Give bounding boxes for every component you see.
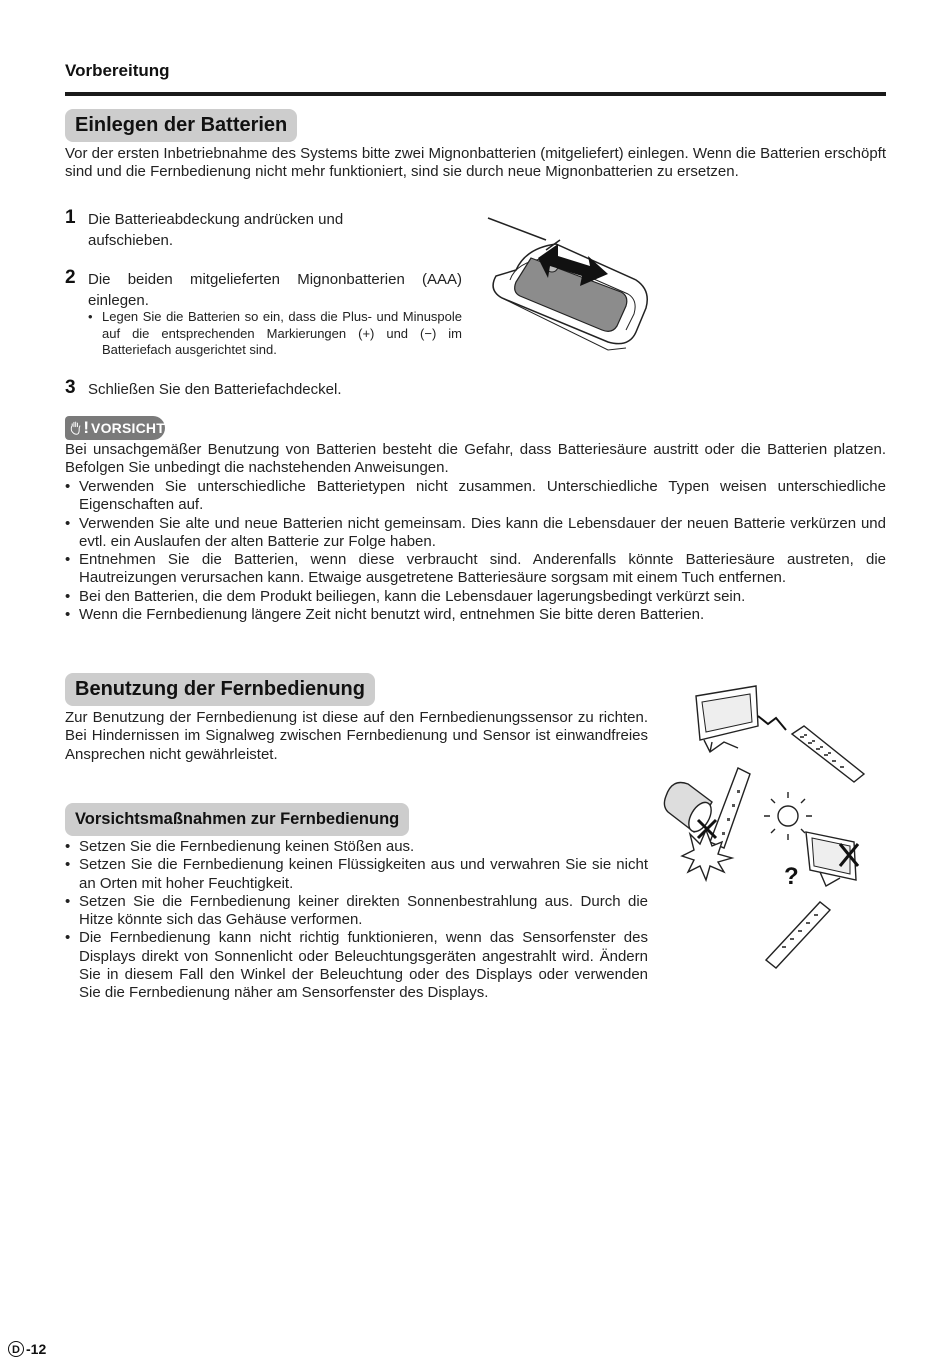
caution-item: • Verwenden Sie unterschiedliche Batterietypen nicht zusammen. Unterschiedliche Typen weisen unterschiedliche Eigenschaften auf. [65, 478, 886, 515]
caution-badge-label: VORSICHT [91, 420, 165, 436]
caution-item: • Entnehmen Sie die Batterien, wenn diese verbraucht sind. Anderenfalls könnte Batteriesäure austreten, die Hautreizungen verursachen kann. Etwaige ausgetretene Batteriesäure sorgsam mit einem Tuch entfernen. [65, 551, 886, 588]
page-number-text: -12 [26, 1341, 47, 1357]
question-mark-icon: ? [784, 863, 799, 890]
page-letter-circle: D [8, 1341, 24, 1357]
page-number [8, 1341, 46, 1357]
hand-warning-icon [68, 417, 83, 439]
batteries-heading: Einlegen der Batterien [65, 109, 297, 142]
caution-list [65, 478, 886, 624]
precautions-illustration [660, 762, 875, 977]
caution-item: • Wenn die Fernbedienung längere Zeit nicht benutzt wird, entnehmen Sie bitte deren Batterien. [65, 606, 886, 624]
precautions-heading: Vorsichtsmaßnahmen zur Fernbedienung [65, 803, 409, 836]
step-2-bullet: • Legen Sie die Batterien so ein, dass die Plus- und Minuspole auf die entsprechenden Markierungen (+) und (−) im Batteriefach ausgerichtet sind. [88, 309, 462, 359]
battery-cover-illustration [486, 210, 656, 360]
precaution-item: • Setzen Sie die Fernbedienung keinen Flüssigkeiten aus und verwahren Sie sie nicht an Orten mit hoher Feuchtigkeit. [65, 856, 648, 893]
section-label: Vorbereitung [65, 61, 170, 80]
batteries-intro: Vor der ersten Inbetriebnahme des Systems bitte zwei Mignonbatterien (mitgeliefert) einlegen. Wenn die Batterien erschöpft sind und die Fernbedienung nicht mehr funktioniert, sind sie durch neue Mignonbatterien zu ersetzen. [65, 145, 886, 181]
step-3-text: Schließen Sie den Batteriefachdeckel. [88, 381, 342, 398]
step-2-bullet-list [88, 309, 462, 359]
precaution-item: • Setzen Sie die Fernbedienung keinen Stößen aus. [65, 838, 648, 856]
precaution-item: • Die Fernbedienung kann nicht richtig funktionieren, wenn das Sensorfenster des Displays direkt von Sonnenlicht oder Beleuchtungsgeräten angestrahlt wird. Ändern Sie in diesem Fall den Winkel der Beleuchtung oder des Displays oder verwenden Sie die Fernbedienung näher am Sensorfenster des Displays. [65, 929, 648, 1002]
caution-item: • Bei den Batterien, die dem Produkt beiliegen, kann die Lebensdauer lagerungsbedingt verkürzt sein. [65, 588, 886, 606]
caution-badge: ! VORSICHT [65, 416, 165, 440]
usage-heading: Benutzung der Fernbedienung [65, 673, 375, 706]
precaution-item: • Setzen Sie die Fernbedienung keiner direkten Sonnenbestrahlung aus. Durch die Hitze könnte sich das Gehäuse verformen. [65, 893, 648, 930]
caution-intro: Bei unsachgemäßer Benutzung von Batterien besteht die Gefahr, dass Batteriesäure austritt oder die Batterien platzen. Befolgen Sie unbedingt die nachstehenden Anweisungen. [65, 441, 886, 477]
step-1-text: Die Batterieabdeckung andrücken und aufschieben. [88, 211, 344, 249]
step-1-number: 1 [65, 207, 76, 228]
caution-item: • Verwenden Sie alte und neue Batterien nicht gemeinsam. Dies kann die Lebensdauer der neuen Batterie verkürzen und evtl. ein Auslaufen der alten Batterie zur Folge haben. [65, 515, 886, 552]
step-2-text: Die beiden mitgelieferten Mignonbatterien (AAA) einlegen. [88, 271, 462, 309]
step-3-number: 3 [65, 377, 76, 398]
step-2-number: 2 [65, 267, 76, 288]
precautions-list [65, 838, 648, 1003]
header-rule [65, 92, 886, 96]
usage-intro: Zur Benutzung der Fernbedienung ist diese auf den Fernbedienungssensor zu richten. Bei Hindernissen im Signalweg zwischen Fernbedienung und Sensor ist einwandfreies Ansprechen nicht gewährleistet. [65, 709, 648, 763]
